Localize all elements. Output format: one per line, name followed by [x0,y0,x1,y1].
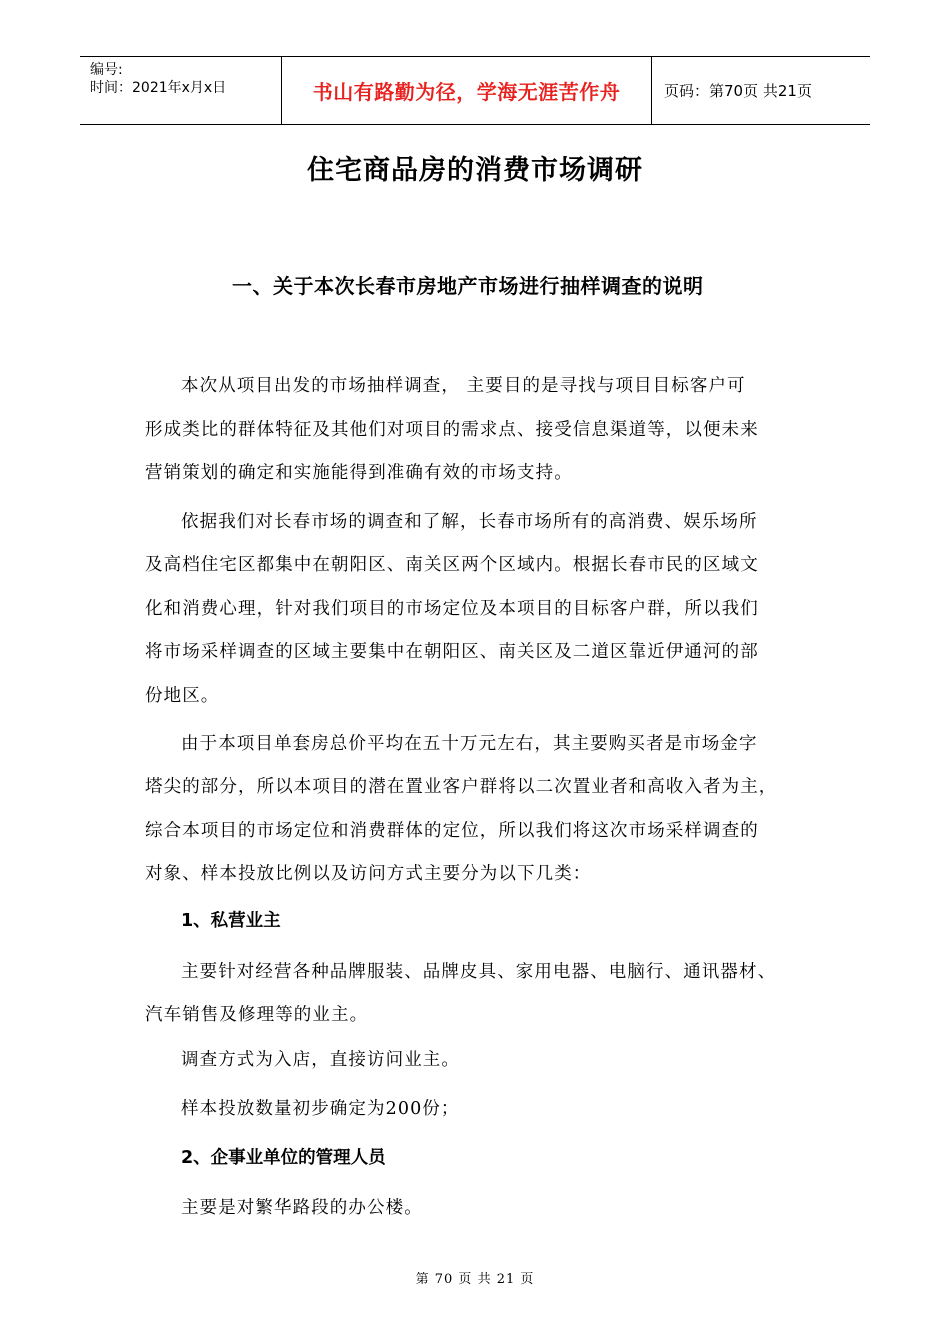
paragraph-line: 主要针对经营各种品牌服装、品牌皮具、家用电器、电脑行、通讯器材、 [181,962,777,982]
page-footer: 第 70 页 共 21 页 [415,1272,535,1287]
header-motto: 书山有路勤为径，学海无涯苦作舟 [282,57,652,124]
paragraph-line: 及高档住宅区都集中在朝阳区、南关区两个区域内。根据长春市民的区域文 [145,555,759,575]
paragraph-line: 由于本项目单套房总价平均在五十万元左右，其主要购买者是市场金字 [181,734,758,754]
header-page-info: 页码：第70页 共21页 [664,82,812,100]
paragraph-line: 综合本项目的市场定位和消费群体的定位，所以我们将这次市场采样调查的 [145,821,759,841]
page-header [80,56,870,125]
document-title: 住宅商品房的消费市场调研 [307,155,643,186]
paragraph-line: 将市场采样调查的区域主要集中在朝阳区、南关区及二道区靠近伊通河的部 [145,642,759,662]
paragraph-line: 化和消费心理，针对我们项目的市场定位及本项目的目标客户群，所以我们 [145,599,759,619]
paragraph-line: 调查方式为入店，直接访问业主。 [181,1050,460,1070]
document-number-label: 编号: [90,62,123,78]
paragraph-line: 塔尖的部分，所以本项目的潜在置业客户群将以二次置业者和高收入者为主， [145,777,778,797]
paragraph-line: 份地区。 [145,686,220,706]
paragraph-line: 样本投放数量初步确定为200份； [181,1099,460,1119]
subsection-heading: 1、私营业主 [181,911,281,931]
paragraph-line: 对象、样本投放比例以及访问方式主要分为以下几类： [145,864,592,884]
paragraph-line: 汽车销售及修理等的业主。 [145,1005,369,1025]
paragraph-line: 依据我们对长春市场的调查和了解，长春市场所有的高消费、娱乐场所 [181,512,758,532]
document-time-label: 时间：2021年x月x日 [90,80,227,96]
header-meta [80,57,282,124]
paragraph-line: 形成类比的群体特征及其他们对项目的需求点、接受信息渠道等，以便未来 [145,420,759,440]
paragraph-line: 主要是对繁华路段的办公楼。 [181,1198,423,1218]
paragraph-line: 本次从项目出发的市场抽样调查， 主要目的是寻找与项目目标客户可 [181,376,746,396]
paragraph-line: 营销策划的确定和实施能得到准确有效的市场支持。 [145,463,573,483]
section-heading: 一、关于本次长春市房地产市场进行抽样调查的说明 [232,274,704,298]
subsection-heading: 2、企事业单位的管理人员 [181,1148,386,1168]
